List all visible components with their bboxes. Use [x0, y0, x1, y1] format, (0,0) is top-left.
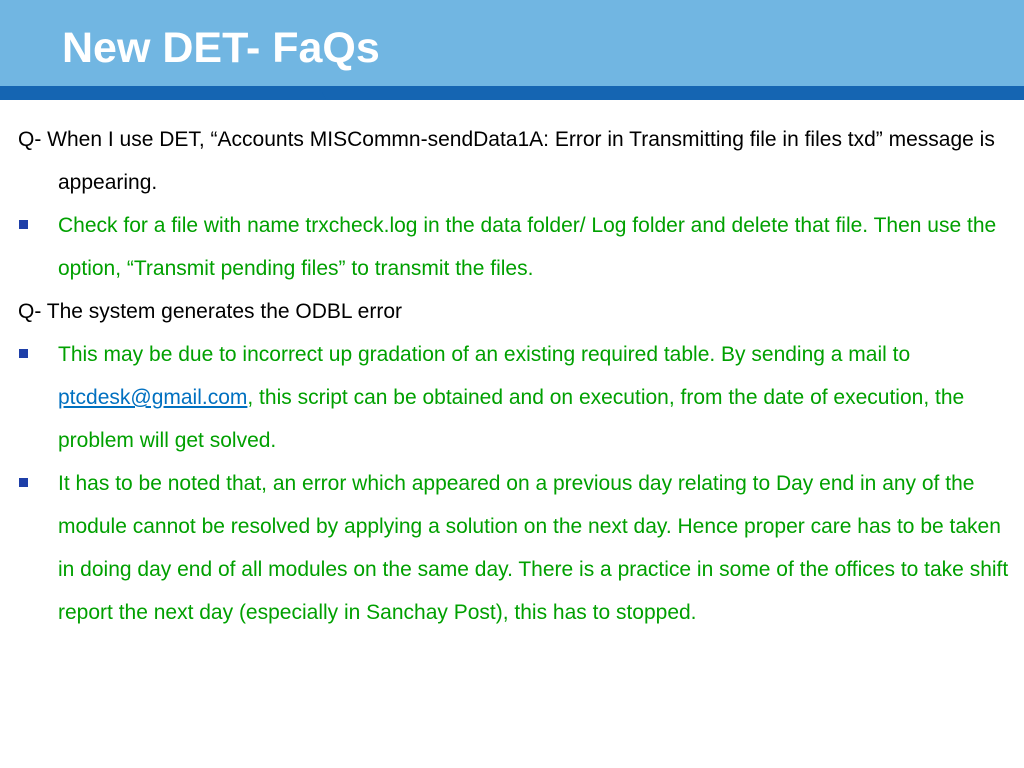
answer-3-text: It has to be noted that, an error which appeared on a previous day relating to Day end in any of the module cannot be resolved by applying a solution on the next day. Hence proper care has to be taken in doing day end of all modules on the same day. There is a practice in some of the offices to take shift report the next day (especially in Sanchay Post), this has to stopped.: [58, 472, 1009, 624]
email-link[interactable]: ptcdesk@gmail.com: [58, 386, 248, 409]
answer-2-text-before: This may be due to incorrect up gradation of an existing required table. By sending a mail to: [58, 343, 911, 366]
question-1: Q- When I use DET, “Accounts MISCommn-sendData1A: Error in Transmitting file in files txd” message is appearing.: [18, 128, 995, 194]
answer-1-text: Check for a file with name trxcheck.log in the data folder/ Log folder and delete that file. Then use the option, “Transmit pending files” to transmit the files.: [58, 214, 997, 280]
slide-title: New DET- FaQs: [62, 24, 380, 72]
bullet-icon: [19, 349, 28, 358]
answer-3: [18, 462, 1018, 634]
question-2: Q- The system generates the ODBL error: [18, 300, 402, 323]
bullet-icon: [19, 220, 28, 229]
answer-2: [18, 333, 1018, 462]
answer-2-text-after: , this script can be obtained and on execution, from the date of execution, the problem will get solved.: [58, 386, 965, 452]
answer-1: [18, 204, 1018, 290]
faq-content: [18, 118, 1018, 634]
bullet-icon: [19, 478, 28, 487]
slide-header: [0, 0, 1024, 100]
